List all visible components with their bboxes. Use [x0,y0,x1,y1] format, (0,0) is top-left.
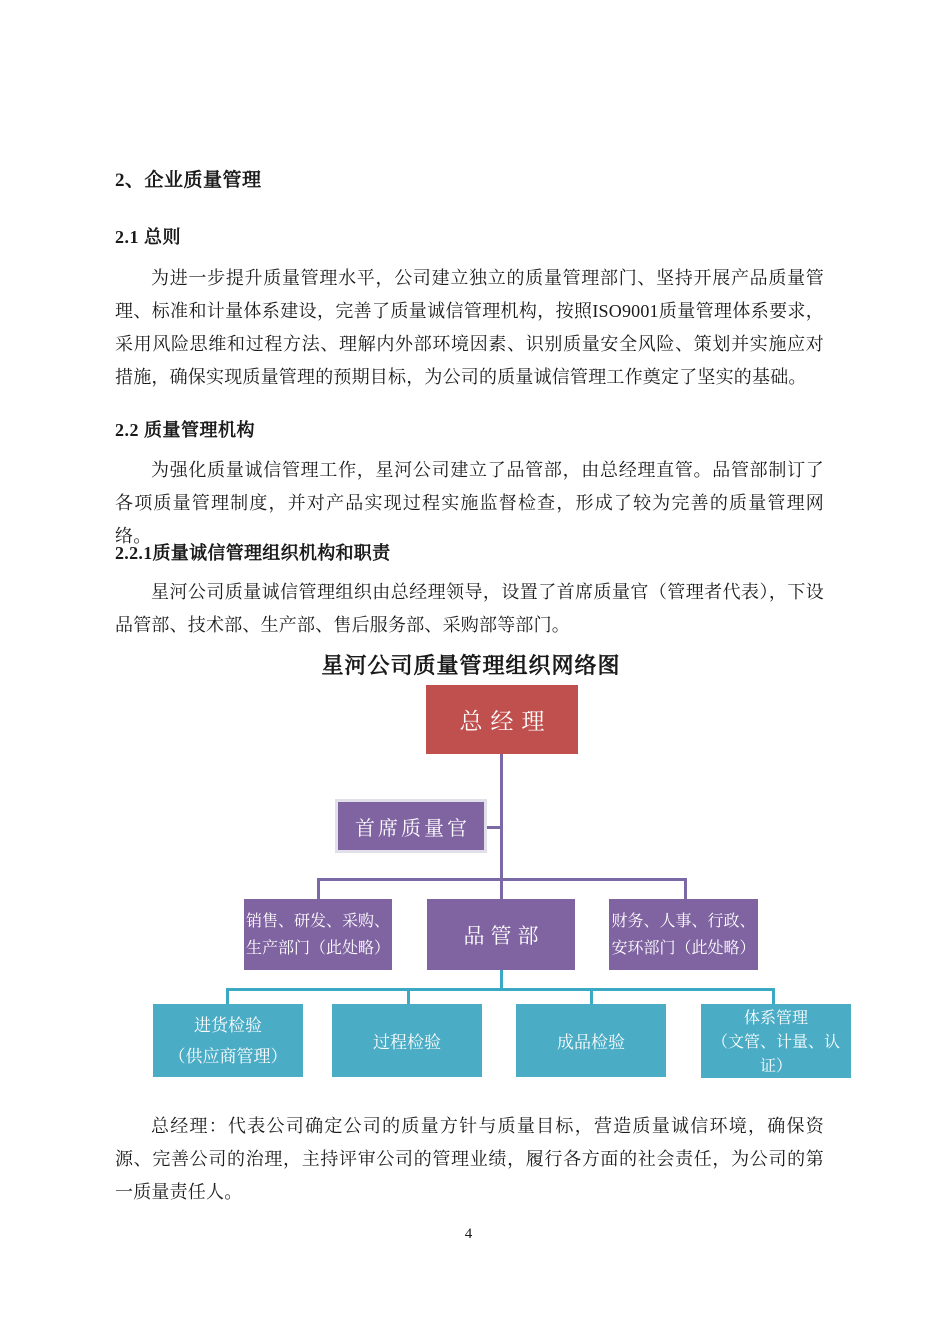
node-process-inspection: 过程检验 [332,1004,482,1077]
node-chief-quality-officer: 首席质量官 [335,799,487,853]
node-incoming-inspection [153,1004,303,1077]
connector-drop-right [684,878,687,899]
node-dept-sales-rd-purchasing: 销售、研发、采购、生产部门（此处略） [244,899,392,970]
heading-organization: 2.2 质量管理机构 [115,420,255,440]
connector-leaf-drop-4 [772,988,775,1005]
connector-leaf-drop-1 [226,988,229,1005]
node-quality-dept: 品管部 [427,899,575,970]
page-number: 4 [464,1226,473,1242]
connector-leaf-drop-3 [590,988,593,1005]
connector-branch-horizontal [317,878,687,881]
paragraph-gm-duty: 总经理：代表公司确定公司的质量方针与质量目标，营造质量诚信环境，确保资源、完善公司的治理，主持评审公司的管理业绩，履行各方面的社会责任，为公司的第一质量责任人。 [115,1116,824,1202]
node-incoming-inspection-label: 进货检验 [194,1015,262,1035]
heading-section: 2、企业质量管理 [115,170,262,191]
org-chart-title: 星河公司质量管理组织网络图 [321,653,621,678]
node-dept-finance-hr-admin: 财务、人事、行政、安环部门（此处略） [609,899,758,970]
node-general-manager: 总经理 [426,685,578,754]
paragraph-structure: 星河公司质量诚信管理组织由总经理领导，设置了首席质量官（管理者代表），下设品管部、技术部、生产部、售后服务部、采购部等部门。 [115,582,824,635]
paragraph-organization: 为强化质量诚信管理工作，星河公司建立了品管部，由总经理直管。品管部制订了各项质量管理制度，并对产品实现过程实施监督检查，形成了较为完善的质量管理网络。 [115,460,824,546]
heading-principles: 2.1 总则 [115,227,181,247]
connector-cqo-stub [485,826,501,829]
connector-leaf-drop-2 [407,988,410,1005]
node-incoming-inspection-sublabel: （供应商管理） [168,1046,288,1066]
node-system-management-sublabel: （文管、计量、认证） [711,1034,840,1075]
connector-leaf-horizontal [226,988,775,991]
node-system-management [701,1004,851,1078]
node-final-inspection: 成品检验 [516,1004,666,1077]
heading-structure: 2.2.1质量诚信管理组织机构和职责 [115,543,391,563]
paragraph-principles: 为进一步提升质量管理水平，公司建立独立的质量管理部门、坚持开展产品质量管理、标准和计量体系建设，完善了质量诚信管理机构，按照ISO9001质量管理体系要求，采用风险思维和过程方法、理解内外部环境因素、识别质量安全风险、策划并实施应对措施，确保实现质量管理的预期目标，为公司的质量诚信管理工作奠定了坚实的基础。 [115,268,824,387]
node-system-management-label: 体系管理 [743,1010,808,1027]
connector-drop-left [317,878,320,899]
